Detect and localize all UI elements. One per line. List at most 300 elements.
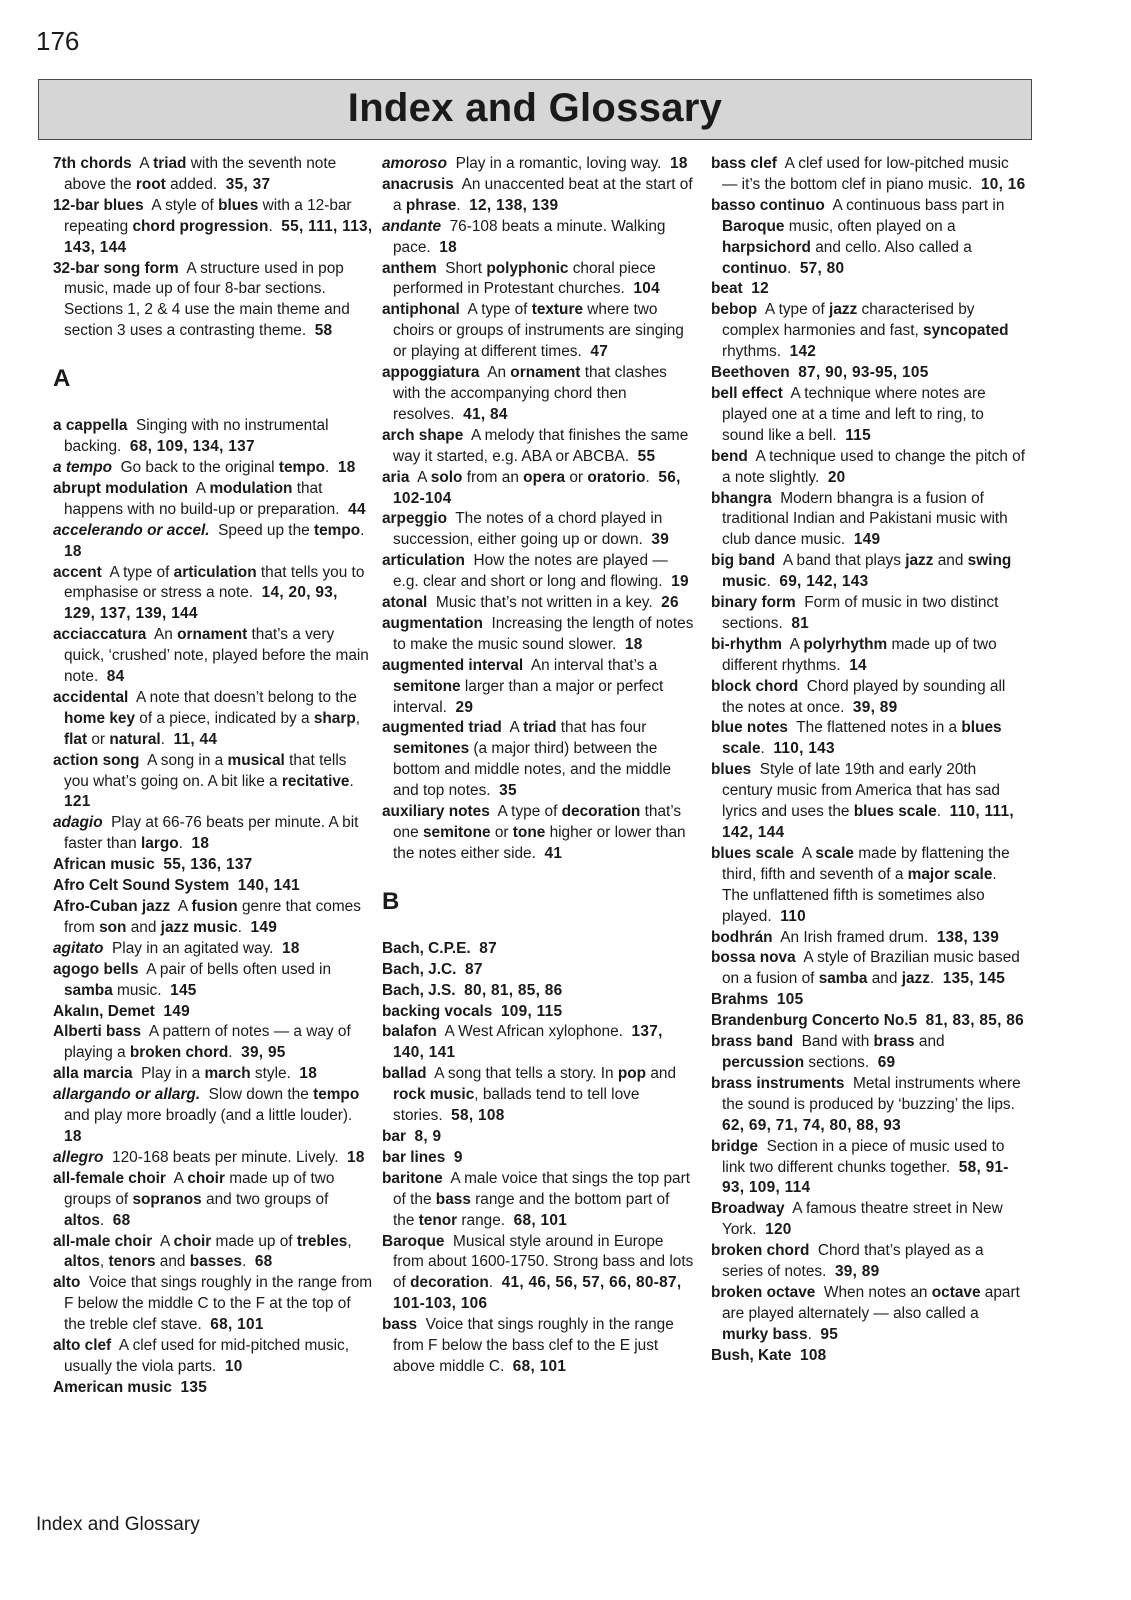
entry-page-refs: 110 [780,907,806,925]
entry-page-refs: 39, 95 [241,1044,286,1062]
index-entry [53,897,373,939]
entry-page-refs: 104 [633,280,660,298]
entry-term: big band [711,552,776,570]
entry-definition: A style of Brazilian music based on a fusion of samba and jazz. [722,949,1020,988]
entry-term: Bach, J.S. [382,981,456,999]
entry-page-refs: 145 [170,981,197,999]
entry-page-refs: 18 [347,1148,365,1166]
entry-page-refs: 80, 81, 85, 86 [464,981,563,999]
entry-term: Brahms [711,991,769,1009]
entry-term: arpeggio [382,510,447,528]
entry-page-refs: 26 [661,594,679,612]
index-entry [711,489,1027,552]
entry-term: bass [382,1316,418,1334]
entry-page-refs: 56, 102-104 [393,468,681,507]
entry-page-refs: 20 [827,468,846,486]
entry-term: bend [711,447,748,465]
entry-term: a tempo [53,458,113,476]
entry-term: arch shape [382,426,464,444]
entry-term: 12-bar blues [53,196,144,214]
index-entry [382,1232,694,1316]
entry-definition: A song that tells a story. In pop and rock music, ballads tend to tell love stories. [393,1065,677,1125]
entry-definition: A scale made by flattening the third, fifth and seventh of a major scale. The unflattened fifth is sometimes also played. [722,844,1010,925]
entry-definition: A male voice that sings the top part of the bass range and the bottom part of the tenor range. [393,1169,690,1229]
index-entry [382,217,694,259]
entry-page-refs: 55, 111, 113, 143, 144 [64,217,373,256]
entry-page-refs: 87 [464,960,483,978]
index-entry [711,1241,1027,1283]
entry-term: bodhrán [711,928,773,946]
index-entry [711,948,1027,990]
entry-page-refs: 18 [64,542,82,560]
entry-definition: Chord that’s played as a series of notes. [722,1242,984,1281]
index-entry [382,259,694,301]
entry-page-refs: 44 [348,500,366,518]
entry-page-refs: 121 [64,793,91,811]
entry-page-refs: 41 [544,844,563,862]
entry-term: allegro [53,1148,104,1166]
entry-term: agitato [53,939,104,957]
entry-definition: Voice that sings roughly in the range from F below the middle C to the F at the top of the treble clef stave. [64,1274,373,1334]
entry-term: antiphonal [382,301,460,319]
entry-term: action song [53,751,140,769]
entry-term: atonal [382,594,428,612]
entry-page-refs: 11, 44 [173,730,218,748]
index-entry [53,688,373,751]
entry-definition: Play in an agitated way. [112,939,274,957]
index-entry [711,760,1027,844]
entry-term: alto [53,1274,81,1292]
index-entry [382,1127,694,1148]
index-entry [382,363,694,426]
entry-term: blue notes [711,719,788,737]
index-entry [53,1085,373,1148]
index-entry [711,1199,1027,1241]
entry-term: Bach, C.P.E. [382,939,471,957]
index-entry [53,1022,373,1064]
entry-page-refs: 47 [590,343,609,361]
section-letter: B [382,887,400,915]
index-entry [53,1232,373,1274]
entry-term: 7th chords [53,155,132,172]
index-entry [382,175,694,217]
entry-definition: A solo from an opera or oratorio. [417,468,650,486]
entry-term: Beethoven [711,364,790,382]
entry-page-refs: 9 [453,1148,463,1166]
entry-page-refs: 87 [479,939,497,957]
entry-term: augmentation [382,614,483,632]
entry-page-refs: 120 [765,1221,792,1239]
index-entry [382,718,694,802]
entry-page-refs: 35 [499,782,517,800]
entry-page-refs: 18 [624,635,643,653]
entry-page-refs: 142 [789,343,817,361]
entry-definition: A clef used for mid-pitched music, usually the viola parts. [64,1337,349,1375]
entry-term: Baroque [382,1232,445,1250]
index-entry [382,1169,694,1232]
entry-page-refs: 18 [191,835,210,853]
entry-definition: An Irish framed drum. [780,928,929,946]
entry-page-refs: 149 [853,531,881,549]
entry-term: bebop [711,301,758,319]
entry-term: bass clef [711,155,777,172]
entry-page-refs: 135, 145 [942,970,1006,988]
entry-definition: Play at 66-76 beats per minute. A bit faster than largo. [64,814,359,853]
entry-definition: Short polyphonic choral piece performed in Protestant churches. [393,259,656,298]
index-entry [711,279,1027,300]
entry-page-refs: 68, 101 [512,1357,567,1375]
entry-term: blues scale [711,844,794,862]
index-entry [53,751,373,814]
entry-term: American music [53,1378,172,1396]
entry-page-refs: 12, 138, 139 [469,196,559,214]
entry-definition: A clef used for low-pitched music — it’s the bottom clef in piano music. [722,155,1009,193]
entry-definition: Play in a romantic, loving way. [455,155,662,172]
index-entry [382,939,694,960]
index-entry [711,844,1027,928]
entry-definition: Speed up the tempo. [218,521,365,539]
entry-definition: A structure used in pop music, made up of four 8-bar sections. Sections 1, 2 & 4 use the main theme and section 3 uses a contrasting theme. [64,259,350,340]
entry-page-refs: 137, 140, 141 [393,1023,663,1062]
entry-definition: A continuous bass part in Baroque music, often played on a harpsichord and cello. Also called a continuo. [722,196,1005,277]
entry-term: andante [382,217,442,235]
page-number: 176 [36,26,80,56]
entry-definition: Modern bhangra is a fusion of traditional Indian and Pakistani music with club dance music. [722,489,1008,549]
entry-term: a cappella [53,417,128,435]
entry-term: alla marcia [53,1065,133,1083]
entry-term: amoroso [382,155,447,172]
entry-term: auxiliary notes [382,803,490,821]
entry-term: appoggiatura [382,364,480,382]
entry-definition: Metal instruments where the sound is produced by ‘buzzing’ the lips. [722,1074,1021,1113]
entry-page-refs: 10, 16 [980,175,1026,193]
title-bar [38,79,1032,140]
index-column-2 [382,154,694,1378]
entry-term: abrupt modulation [53,479,189,497]
entry-term: accent [53,563,102,581]
entry-definition: 76-108 beats a minute. Walking pace. [393,217,666,256]
entry-term: Broadway [711,1200,785,1218]
index-entry [711,635,1027,677]
entry-term: brass instruments [711,1074,845,1092]
index-entry [382,468,694,510]
entry-term: bhangra [711,489,772,507]
entry-definition: A technique where notes are played one at a time and left to ring, to sound like a bell. [722,384,986,444]
entry-definition: The flattened notes in a blues scale. [722,719,1002,758]
entry-term: Akalın, Demet [53,1002,155,1020]
index-entry [53,625,373,688]
entry-term: baritone [382,1169,443,1187]
entry-page-refs: 18 [337,458,356,476]
entry-definition: A type of texture where two choirs or groups of instruments are singing or playing at different times. [393,301,684,361]
entry-page-refs: 58 [314,322,333,340]
index-entry [382,300,694,363]
entry-page-refs: 140, 141 [237,877,301,895]
entry-page-refs: 12 [751,280,769,298]
index-entry [711,300,1027,363]
entry-page-refs: 41, 46, 56, 57, 66, 80-87, 101-103, 106 [393,1274,682,1313]
entry-term: adagio [53,814,103,832]
entry-definition: 120-168 beats per minute. Lively. [112,1148,339,1166]
index-entry [53,1002,373,1023]
index-entry [53,1169,373,1232]
entry-term: bar lines [382,1148,446,1166]
entry-definition: Slow down the tempo and play more broadly (and a little louder). [64,1086,360,1125]
entry-definition: A West African xylophone. [444,1023,623,1041]
entry-term: accelerando or accel. [53,521,210,539]
index-entry [382,656,694,719]
entry-page-refs: 69, 142, 143 [779,573,869,591]
entry-definition: A triad that has four semitones (a major third) between the bottom and middle notes, and the middle and top notes. [393,719,672,800]
index-entry [711,1137,1027,1200]
entry-page-refs: 39, 89 [834,1263,880,1281]
entry-page-refs: 18 [670,155,688,172]
entry-definition: A fusion genre that comes from son and jazz music. [64,898,361,936]
entry-definition: An unaccented beat at the start of a phrase. [393,175,693,214]
index-entry [53,154,373,196]
entry-definition: A type of articulation that tells you to emphasise or stress a note. [64,563,365,602]
entry-page-refs: 81, 83, 85, 86 [925,1012,1024,1030]
index-entry [53,458,373,479]
entry-page-refs: 35, 37 [225,175,271,193]
entry-term: broken chord [711,1242,810,1260]
entry-page-refs: 19 [671,573,689,591]
entry-definition: Increasing the length of notes to make the music sound slower. [393,614,694,653]
index-entry [53,479,373,521]
index-entry [711,990,1027,1011]
entry-definition: A technique used to change the pitch of a note slightly. [722,447,1026,486]
entry-definition: Musical style around in Europe from about 1600-1750. Strong bass and lots of decoration. [393,1232,694,1292]
entry-term: augmented triad [382,719,502,737]
index-entry [53,1148,373,1169]
index-entry [53,813,373,855]
entry-page-refs: 138, 139 [936,928,1000,946]
entry-page-refs: 95 [820,1325,839,1343]
index-entry [382,614,694,656]
entry-term: ballad [382,1065,427,1083]
entry-term: all-male choir [53,1232,153,1250]
entry-definition: Go back to the original tempo. [120,458,330,476]
entry-page-refs: 58, 91-93, 109, 114 [722,1158,1009,1197]
entry-definition: A famous theatre street in New York. [722,1200,1003,1239]
entry-term: block chord [711,677,799,695]
entry-term: bi-rhythm [711,635,782,653]
entry-term: bridge [711,1137,759,1155]
entry-page-refs: 29 [455,698,474,716]
entry-term: Bush, Kate [711,1346,792,1364]
entry-term: basso continuo [711,196,825,214]
entry-page-refs: 84 [106,668,125,686]
entry-definition: A choir made up of two groups of sopranos and two groups of altos. [64,1169,335,1229]
entry-page-refs: 105 [776,991,804,1009]
entry-term: 32-bar song form [53,259,179,277]
index-entry [711,1074,1027,1137]
entry-term: African music [53,856,155,874]
entry-definition: A choir made up of trebles, altos, tenors and basses. [64,1232,352,1271]
entry-page-refs: 41, 84 [463,405,508,423]
index-entry [711,447,1027,489]
index-entry [53,416,373,458]
entry-term: all-female choir [53,1169,166,1187]
index-entry [382,509,694,551]
entry-definition: An ornament that clashes with the accompanying chord then resolves. [393,364,667,423]
entry-page-refs: 68 [112,1211,131,1229]
entry-term: Afro-Cuban jazz [53,898,171,915]
entry-term: agogo bells [53,960,139,978]
index-entry [382,551,694,593]
entry-page-refs: 55, 136, 137 [163,856,253,874]
index-entry [53,876,373,897]
entry-page-refs: 8, 9 [414,1127,442,1145]
entry-page-refs: 39 [651,531,670,549]
entry-term: balafon [382,1023,437,1041]
index-entry [711,1032,1027,1074]
entry-definition: Voice that sings roughly in the range from F below the bass clef to the E just above middle C. [393,1316,674,1375]
index-entry [53,1273,373,1336]
entry-term: acciaccatura [53,626,147,644]
index-entry [53,563,373,626]
entry-term: broken octave [711,1283,816,1301]
entry-term: beat [711,280,743,298]
entry-term: Afro Celt Sound System [53,877,230,895]
index-entry [711,928,1027,949]
entry-page-refs: 110, 143 [773,740,835,758]
entry-term: blues [711,761,752,779]
entry-page-refs: 149 [250,918,278,936]
entry-page-refs: 57, 80 [799,259,845,277]
index-entry [382,1002,694,1023]
index-entry [382,960,694,981]
entry-term: bar [382,1127,406,1145]
entry-page-refs: 110, 111, 142, 144 [722,803,1014,841]
entry-page-refs: 135 [180,1378,208,1396]
entry-page-refs: 69 [877,1053,896,1071]
entry-page-refs: 18 [299,1065,318,1083]
index-entry [711,718,1027,760]
entry-term: bell effect [711,384,783,402]
entry-definition: A song in a musical that tells you what’s going on. A bit like a recitative. [64,751,354,790]
index-entry [711,1283,1027,1346]
entry-page-refs: 10 [224,1357,243,1375]
entry-page-refs: 18 [64,1127,82,1145]
entry-page-refs: 109, 115 [500,1002,563,1020]
entry-definition: A pattern of notes — a way of playing a broken chord. [64,1023,351,1062]
entry-page-refs: 39, 89 [852,698,898,716]
index-entry [382,1064,694,1127]
index-entry [382,1148,694,1169]
entry-term: binary form [711,594,796,612]
entry-term: Brandenburg Concerto No.5 [711,1012,918,1030]
entry-definition: Band with brass and percussion sections. [722,1033,945,1071]
entry-definition: A triad with the seventh note above the root added. [64,155,337,193]
entry-definition: A note that doesn’t belong to the home key of a piece, indicated by a sharp, flat or natural. [64,688,361,748]
entry-page-refs: 55 [637,447,656,465]
index-entry [53,855,373,876]
index-entry [711,196,1027,280]
entry-page-refs: 14, 20, 93, 129, 137, 139, 144 [64,584,338,623]
index-entry [382,426,694,468]
entry-page-refs: 115 [845,426,871,444]
entry-definition: A band that plays jazz and swing music. [722,552,1012,591]
entry-definition: The notes of a chord played in succession, either going up or down. [393,510,663,549]
entry-term: backing vocals [382,1002,493,1020]
index-entry [53,196,373,259]
entry-definition: A polyrhythm made up of two different rhythms. [722,635,997,674]
index-entry [53,1378,373,1399]
entry-definition: A melody that finishes the same way it started, e.g. ABA or ABCBA. [393,426,689,465]
entry-page-refs: 14 [849,656,867,674]
entry-definition: An interval that’s a semitone larger than a major or perfect interval. [393,656,664,716]
entry-page-refs: 18 [282,939,300,957]
section-letter: A [53,365,71,393]
entry-page-refs: 87, 90, 93-95, 105 [798,364,929,382]
entry-definition: Singing with no instrumental backing. [64,417,329,456]
entry-page-refs: 68, 101 [210,1316,264,1334]
entry-definition: How the notes are played — e.g. clear and short or long and flowing. [393,552,668,591]
entry-definition: Play in a march style. [141,1065,291,1083]
entry-term: anacrusis [382,175,454,193]
entry-definition: An ornament that’s a very quick, ‘crushed’ note, played before the main note. [64,626,369,686]
entry-definition: A type of jazz characterised by complex harmonies and fast, syncopated rhythms. [722,301,1009,361]
index-entry [711,154,1027,196]
index-entry [711,1346,1027,1367]
entry-term: aria [382,468,410,486]
entry-definition: Section in a piece of music used to link two different chunks together. [722,1137,1005,1176]
entry-definition: Form of music in two distinct sections. [722,594,999,632]
entry-definition: Chord played by sounding all the notes at once. [722,677,1006,716]
index-entry [53,960,373,1002]
index-entry [382,802,694,865]
entry-definition: Music that’s not written in a key. [435,594,653,612]
entry-term: anthem [382,259,437,277]
index-column-1 [53,154,373,1399]
entry-term: Alberti bass [53,1023,142,1041]
index-entry [711,363,1027,384]
index-entry [382,1022,694,1064]
footer-section-title: Index and Glossary [36,1514,200,1535]
index-entry [711,551,1027,593]
index-entry [53,1336,373,1378]
entry-page-refs: 58, 108 [451,1107,505,1125]
index-entry [711,1011,1027,1032]
entry-definition: A type of decoration that’s one semitone or tone higher or lower than the notes either side. [393,803,686,862]
entry-definition: A pair of bells often used in samba music. [64,960,332,999]
entry-term: Bach, J.C. [382,960,457,978]
index-entry [382,1315,694,1378]
index-entry [382,593,694,614]
entry-definition: A style of blues with a 12-bar repeating chord progression. [64,196,352,235]
entry-definition: A modulation that happens with no build-up or preparation. [64,479,340,518]
entry-page-refs: 62, 69, 71, 74, 80, 88, 93 [722,1116,901,1134]
entry-term: allargando or allarg. [53,1086,201,1104]
entry-page-refs: 68, 101 [513,1211,568,1229]
entry-page-refs: 18 [439,238,457,256]
page-title: Index and Glossary [347,86,723,130]
entry-page-refs: 149 [163,1002,190,1020]
index-entry [711,593,1027,635]
index-entry [711,384,1027,447]
entry-term: augmented interval [382,656,524,674]
entry-page-refs: 108 [799,1346,827,1364]
index-entry [53,1064,373,1085]
index-entry [382,981,694,1002]
entry-term: bossa nova [711,949,796,967]
entry-term: articulation [382,552,465,570]
index-entry [53,939,373,960]
entry-page-refs: 68 [254,1253,273,1271]
index-entry [53,521,373,563]
index-entry [382,154,694,175]
